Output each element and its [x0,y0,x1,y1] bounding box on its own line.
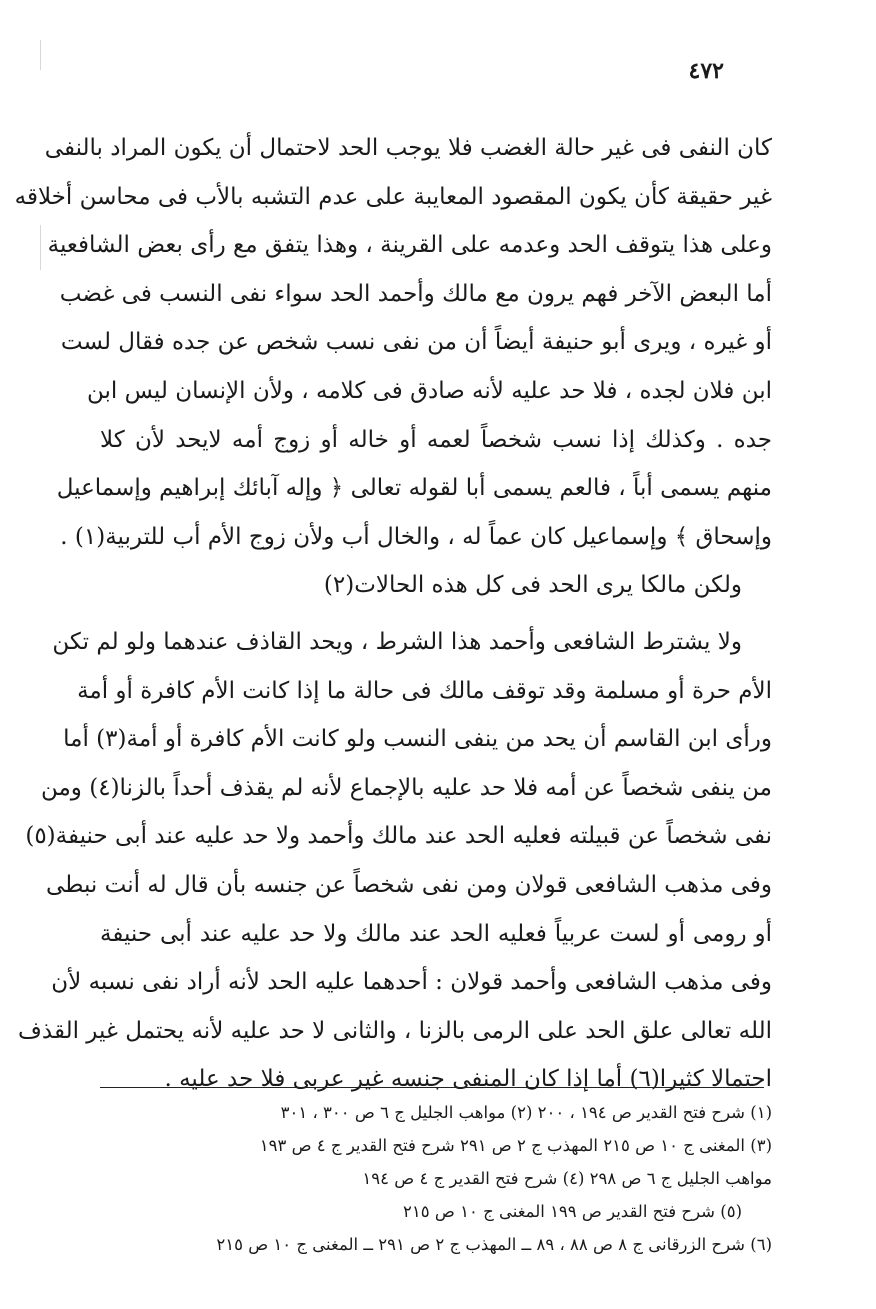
footnote-line: (٥) شرح فتح القدير ص ١٩٩ المغنى ج ١٠ ص ٢١٥ [403,1202,742,1221]
text-line: وفى مذهب الشافعى وأحمد قولان : أحدهما عليه الحد لأنه أراد نفى نسبه لأن [51,969,772,996]
footnotes [100,1096,772,1261]
text-line: ولا يشترط الشافعى وأحمد هذا الشرط ، ويحد القاذف عندهما ولو لم تكن [52,628,742,655]
text-line: وعلى هذا يتوقف الحد وعدمه على القرينة ، وهذا يتفق مع رأى بعض الشافعية [47,232,772,259]
footnote-line: مواهب الجليل ج ٦ ص ٢٩٨ (٤) شرح فتح القدير ج ٤ ص ١٩٤ [362,1169,772,1188]
footnote-line: (٦) شرح الزرقانى ج ٨ ص ٨٨ ، ٨٩ ــ المهذب ج ٢ ص ٢٩١ ــ المغنى ج ١٠ ص ٢١٥ [216,1235,772,1254]
text-line: أو غيره ، ويرى أبو حنيفة أيضاً أن من نفى نسب شخص عن جده فقال لست [60,329,772,356]
text-line: الأم حرة أو مسلمة وقد توقف مالك فى حالة ما إذا كانت الأم كافرة أو أمة [77,677,772,704]
text-line: ورأى ابن القاسم أن يحد من ينفى النسب ولو كانت الأم كافرة أو أمة(٣) أما [63,726,772,753]
text-line: ابن فلان لجده ، فلا حد عليه لأنه صادق فى كلامه ، ولأن الإنسان ليس ابن [87,377,772,404]
text-line: أو رومى أو لست عربياً فعليه الحد عند مالك ولا حد عليه عند أبى حنيفة [100,920,772,947]
scan-margin-mark [40,40,41,70]
footnote-divider [100,1087,764,1088]
body-text [14,124,772,1104]
text-line: كان النفى فى غير حالة الغضب فلا يوجب الحد لاحتمال أن يكون المراد بالنفى [44,135,772,161]
text-line: جده . وكذلك إذا نسب شخصاً لعمه أو خاله أو زوج أمه لايحد لأن كلا [100,426,772,453]
text-line: غير حقيقة كأن يكون المقصود المعايبة على عدم التشبه بالأب فى محاسن أخلاقه [14,183,772,210]
text-line: ولكن مالكا يرى الحد فى كل هذه الحالات(٢) [323,572,742,599]
text-line: احتمالا كثيرا(٦) أما إذا كان المنفى جنسه غير عربى فلا حد عليه . [164,1066,772,1093]
text-line: أما البعض الآخر فهم يرون مع مالك وأحمد الحد سواء نفى النسب فى غضب [59,280,772,307]
text-line: منهم يسمى أباً ، فالعم يسمى أبا لقوله تعالى ﴿ وإله آبائك إبراهيم وإسماعيل [56,475,772,502]
footnote-line: (١) شرح فتح القدير ص ١٩٤ ، ٢٠٠ (٢) مواهب الجليل ج ٦ ص ٣٠٠ ، ٣٠١ [280,1103,772,1122]
page-number: ٤٧٢ [688,58,724,84]
text-line: وإسحاق ﴾ وإسماعيل كان عماً له ، والخال أب ولأن زوج الأم أب للتربية(١) . [60,523,772,550]
text-line: الله تعالى علق الحد على الرمى بالزنا ، والثانى لا حد عليه لأنه يحتمل غير القذف [18,1017,772,1044]
text-line: نفى شخصاً عن قبيلته فعليه الحد عند مالك وأحمد ولا حد عليه عند أبى حنيفة(٥) [25,823,772,850]
text-line: من ينفى شخصاً عن أمه فلا حد عليه بالإجماع لأنه لم يقذف أحداً بالزنا(٤) ومن [40,774,772,801]
text-line: وفى مذهب الشافعى قولان ومن نفى شخصاً عن جنسه بأن قال له أنت نبطى [45,871,772,898]
footnote-line: (٣) المغنى ج ١٠ ص ٢١٥ المهذب ج ٢ ص ٢٩١ شرح فتح القدير ج ٤ ص ١٩٣ [259,1136,772,1155]
scan-margin-mark [40,225,41,270]
